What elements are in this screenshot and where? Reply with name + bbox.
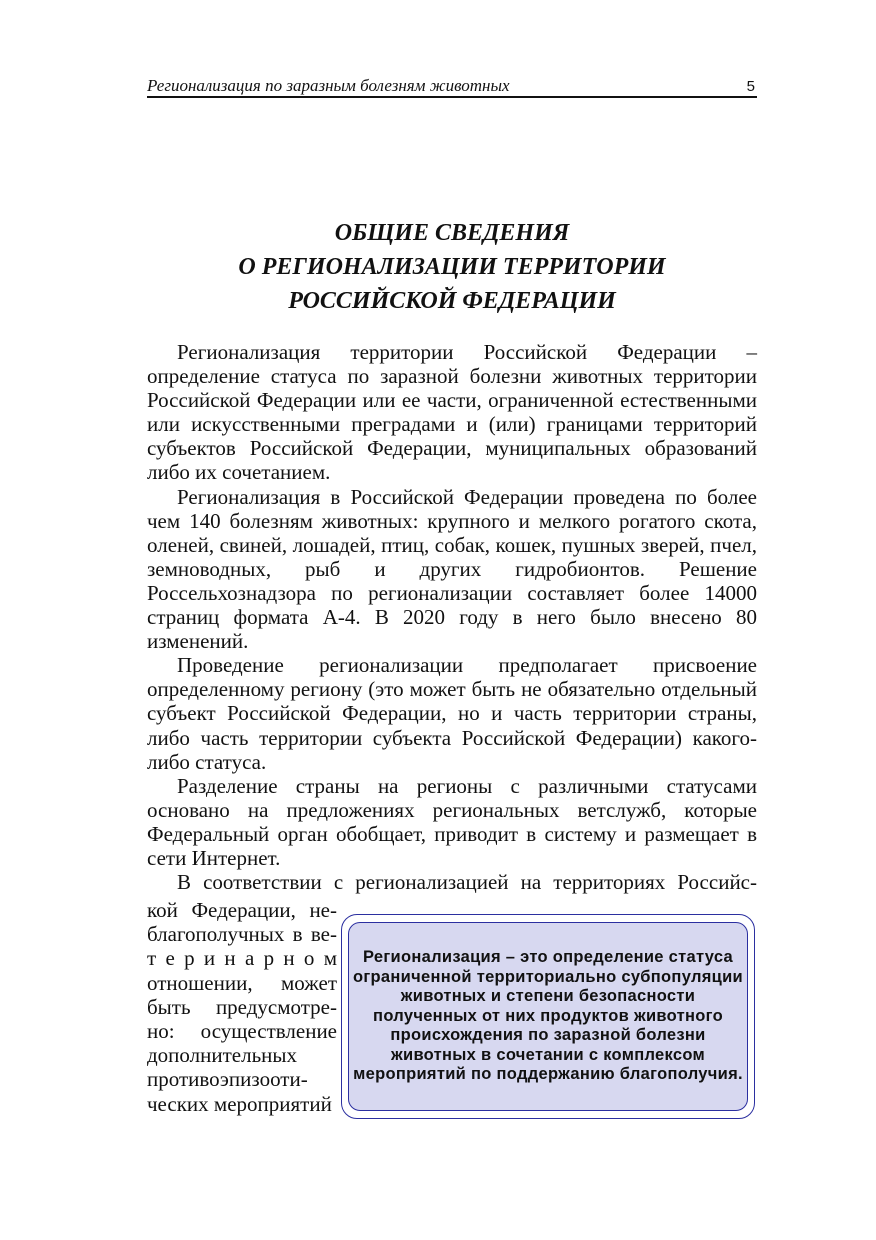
page-number: 5 xyxy=(746,78,755,95)
wrapped-line: но: осуществление xyxy=(147,1019,337,1044)
wrapped-line: отношении, может xyxy=(147,970,337,995)
wrapped-line: благополучных в ве- xyxy=(147,922,337,947)
section-title-line: РОССИЙСКОЙ ФЕДЕРАЦИИ xyxy=(288,288,616,314)
paragraph: Разделение страны на регионы с различными статусами основано на предложениях региональных ветслужб, которые Федеральный орган обобщает, приводит в систему и размещает в сети Интернет. xyxy=(147,773,757,870)
section-title-line: ОБЩИЕ СВЕДЕНИЯ xyxy=(334,220,570,246)
paragraph-lead-line: В соответствии с регионализацией на территориях Российс- xyxy=(177,870,757,895)
paragraph: Проведение регионализации предполагает присвоение определенному региону (это может быть не обязательно отдельный субъект Российской Федерации, но и часть территории страны, либо часть территории субъекта Российской Федерации) какого-либо статуса. xyxy=(147,653,757,774)
body-text xyxy=(147,340,757,894)
section-title-line: О РЕГИОНАЛИЗАЦИИ ТЕРРИТОРИИ xyxy=(238,254,666,280)
wrapped-line: кой Федерации, не- xyxy=(147,898,337,922)
wrapped-line: ческих мероприятий xyxy=(147,1091,332,1116)
running-title: Регионализация по заразным болезням животных xyxy=(147,76,510,95)
wrapped-line: дополнительных xyxy=(147,1043,298,1068)
paragraph: Регионализация территории Российской Федерации – определение статуса по заразной болезни животных территории Российской Федерации или ее части, ограниченной естественными или искусственными преградами и (или) границами территорий субъектов Российской Федерации, муниципальных образований либо их сочетанием. xyxy=(147,340,757,485)
wrapped-line: противоэпизооти- xyxy=(147,1067,308,1092)
definition-text: Регионализация – это определение статуса ограниченной территориально субпопуляции животных и степени безопасности полученных от них продуктов животного происхождения по заразной болезни животных в сочетании с комплексом мероприятий по поддержанию благополучия. xyxy=(352,947,744,1084)
wrapped-line: т е р и н а р н о м xyxy=(147,946,337,971)
section-title xyxy=(147,216,757,318)
paragraph: Регионализация в Российской Федерации проведена по более чем 140 болезням животных: крупного и мелкого рогатого скота, оленей, свиней, лошадей, птиц, собак, кошек, пушных зверей, пчел, земноводных, рыб и других гидробионтов. Решение Россельхознадзора по регионализации составляет более 14000 страниц формата А-4. В 2020 году в него было внесено 80 изменений. xyxy=(147,484,757,654)
running-header xyxy=(147,74,757,98)
wrapped-line: быть предусмотре- xyxy=(147,994,337,1019)
definition-callout-panel xyxy=(348,922,748,1111)
definition-callout xyxy=(341,914,755,1119)
wrapped-paragraph-column xyxy=(147,898,337,1116)
